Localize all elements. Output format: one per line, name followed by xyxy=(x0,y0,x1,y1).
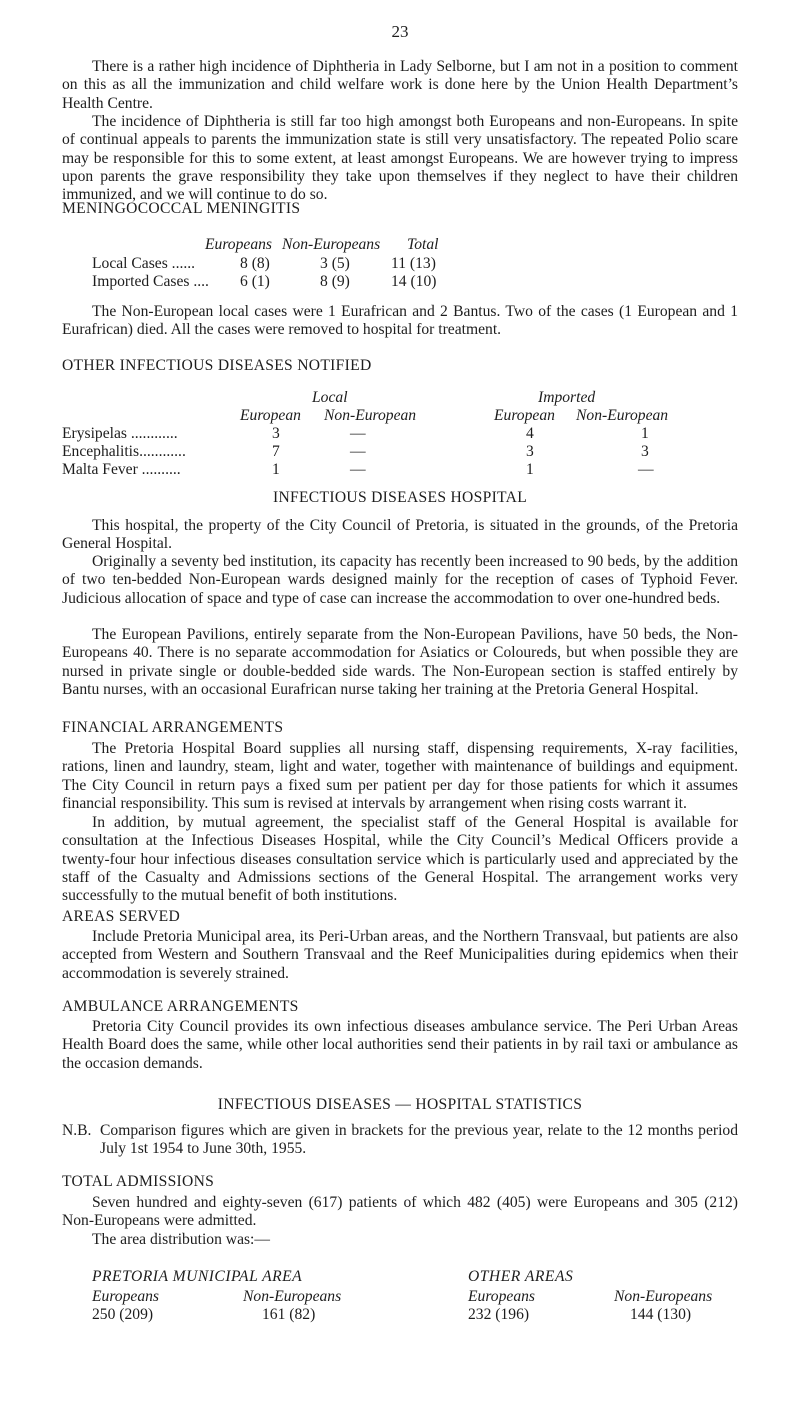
meningitis-cell: 11 (13) xyxy=(391,255,436,272)
other-diseases-cell: — xyxy=(638,461,654,478)
statistics-heading: INFECTIOUS DISEASES — HOSPITAL STATISTICS xyxy=(217,1096,583,1113)
other-areas-heading: OTHER AREAS xyxy=(468,1268,574,1285)
other-diseases-col-imported-non-european: Non-European xyxy=(576,407,669,424)
nb-label: N.B. xyxy=(62,1122,92,1139)
areas-heading: AREAS SERVED xyxy=(62,908,181,925)
other-col-europeans: Europeans xyxy=(468,1288,535,1305)
meningitis-col-europeans: Europeans xyxy=(205,236,272,253)
financial-paragraph-2: In addition, by mutual agreement, the specialist staff of the General Hospital is available for consultation at the Infectious Diseases Hospital, while the City Council’s Medical Officers provide a twenty-four hour infectious diseases consultation service which is particularly used and appreciated by the staff of the Casualty and Admissions sections of the General Hospital. The arrangement works very successfully to the mutual benefit of both institutions. xyxy=(62,814,738,905)
other-diseases-cell: 3 xyxy=(272,425,280,442)
ambulance-paragraph-1: Pretoria City Council provides its own infectious diseases ambulance service. The Peri Urban Areas Health Board does the same, while other local authorities send their patients in by rail taxi or ambulance as the occasion demands. xyxy=(62,1018,738,1072)
other-diseases-cell: 1 xyxy=(526,461,534,478)
other-diseases-row-label: Erysipelas ............ xyxy=(62,425,178,442)
pretoria-col-non-europeans: Non-Europeans xyxy=(243,1288,342,1305)
financial-heading: FINANCIAL ARRANGEMENTS xyxy=(62,719,284,736)
meningitis-col-total: Total xyxy=(407,236,439,253)
areas-paragraph-1: Include Pretoria Municipal area, its Peri-Urban areas, and the Northern Transvaal, but patients are also accepted from Western and Southern Transvaal and the Reef Municipalities during epidemics when their accommodation is severely strained. xyxy=(62,928,738,982)
pretoria-non-europeans-value: 161 (82) xyxy=(262,1306,316,1323)
other-diseases-cell: — xyxy=(350,461,366,478)
other-diseases-col-local-non-european: Non-European xyxy=(324,407,417,424)
meningitis-cell: 14 (10) xyxy=(391,273,437,290)
other-diseases-group-local: Local xyxy=(312,389,348,406)
meningitis-col-non-europeans: Non-Europeans xyxy=(282,236,381,253)
other-diseases-col-local-european: European xyxy=(240,407,301,424)
admissions-paragraph-1: Seven hundred and eighty-seven (617) patients of which 482 (405) were Europeans and 305 (212) Non-Europeans were admitted. xyxy=(62,1194,738,1230)
other-diseases-cell: 7 xyxy=(272,443,280,460)
meningitis-cell: 8 (9) xyxy=(320,273,350,290)
other-diseases-cell: 1 xyxy=(641,425,649,442)
meningitis-cell: 8 (8) xyxy=(240,255,270,272)
pretoria-area-heading: PRETORIA MUNICIPAL AREA xyxy=(92,1268,303,1285)
other-diseases-cell: — xyxy=(350,425,366,442)
financial-paragraph-1: The Pretoria Hospital Board supplies all nursing staff, dispensing requirements, X-ray facilities, rations, linen and laundry, steam, light and water, together with maintenance of buildings and equipment. The City Council in return pays a fixed sum per patient per day for those patients for which it assumes financial responsibility. This sum is revised at intervals by arrangement when rising costs warrant it. xyxy=(62,740,738,812)
other-col-non-europeans: Non-Europeans xyxy=(614,1288,713,1305)
other-diseases-row-label: Malta Fever .......... xyxy=(62,461,181,478)
hospital-paragraph-1: This hospital, the property of the City Council of Pretoria, is situated in the grounds, of the Pretoria General Hospital. xyxy=(62,517,738,553)
other-diseases-cell: — xyxy=(350,443,366,460)
pretoria-col-europeans: Europeans xyxy=(92,1288,159,1305)
other-diseases-cell: 4 xyxy=(526,425,534,442)
other-diseases-group-imported: Imported xyxy=(538,389,596,406)
meningitis-row-label: Local Cases ...... xyxy=(92,255,196,272)
pretoria-europeans-value: 250 (209) xyxy=(92,1306,154,1323)
admissions-paragraph-2: The area distribution was:— xyxy=(92,1231,270,1248)
meningitis-cell: 3 (5) xyxy=(320,255,350,272)
intro-paragraph-2: The incidence of Diphtheria is still far too high amongst both Europeans and non-Europeans. In spite of continual appeals to parents the immunization state is still very unsatisfactory. The repeated Polio scare may be responsible for this to some extent, at least amongst Europeans. We are however trying to impress upon parents the grave responsibility they take upon themselves if they neglect to have their children immunized, and we will continue to do so. xyxy=(62,113,738,204)
other-diseases-cell: 1 xyxy=(272,461,280,478)
other-diseases-row-label: Encephalitis............ xyxy=(62,443,186,460)
meningitis-note: The Non-European local cases were 1 Eurafrican and 2 Bantus. Two of the cases (1 European and 1 Eurafrican) died. All the cases were removed to hospital for treatment. xyxy=(62,303,738,339)
page-number: 23 xyxy=(391,22,409,41)
hospital-paragraph-3: The European Pavilions, entirely separate from the Non-European Pavilions, have 50 beds, the Non-Europeans 40. There is no separate accommodation for Asiatics or Coloureds, but when possible they are nursed in private single or double-bedded side wards. The Non-European section is staffed entirely by Bantu nurses, with an occasional Eurafrican nurse taking her training at the Pretoria General Hospital. xyxy=(62,626,738,698)
other-non-europeans-value: 144 (130) xyxy=(630,1306,692,1323)
other-diseases-col-imported-european: European xyxy=(494,407,555,424)
other-diseases-cell: 3 xyxy=(526,443,534,460)
hospital-heading: INFECTIOUS DISEASES HOSPITAL xyxy=(272,489,528,506)
other-europeans-value: 232 (196) xyxy=(468,1306,530,1323)
meningitis-heading: MENINGOCOCCAL MENINGITIS xyxy=(62,200,301,217)
admissions-heading: TOTAL ADMISSIONS xyxy=(62,1173,215,1190)
nb-text: Comparison figures which are given in brackets for the previous year, relate to the 12 months period July 1st 1954 to June 30th, 1955. xyxy=(100,1122,738,1158)
ambulance-heading: AMBULANCE ARRANGEMENTS xyxy=(62,998,299,1015)
meningitis-cell: 6 (1) xyxy=(240,273,270,290)
meningitis-row-label: Imported Cases .... xyxy=(92,273,209,290)
other-diseases-heading: OTHER INFECTIOUS DISEASES NOTIFIED xyxy=(62,357,372,374)
hospital-paragraph-2: Originally a seventy bed institution, its capacity has recently been increased to 90 beds, by the addition of two ten-bedded Non-European wards designed mainly for the reception of cases of Typhoid Fever. Judicious allocation of space and type of case can increase the accommodation to over one-hundred beds. xyxy=(62,553,738,607)
intro-paragraph-1: There is a rather high incidence of Diphtheria in Lady Selborne, but I am not in a position to comment on this as all the immunization and child welfare work is done here by the Union Health Department’s Health Centre. xyxy=(62,58,738,112)
other-diseases-cell: 3 xyxy=(641,443,649,460)
